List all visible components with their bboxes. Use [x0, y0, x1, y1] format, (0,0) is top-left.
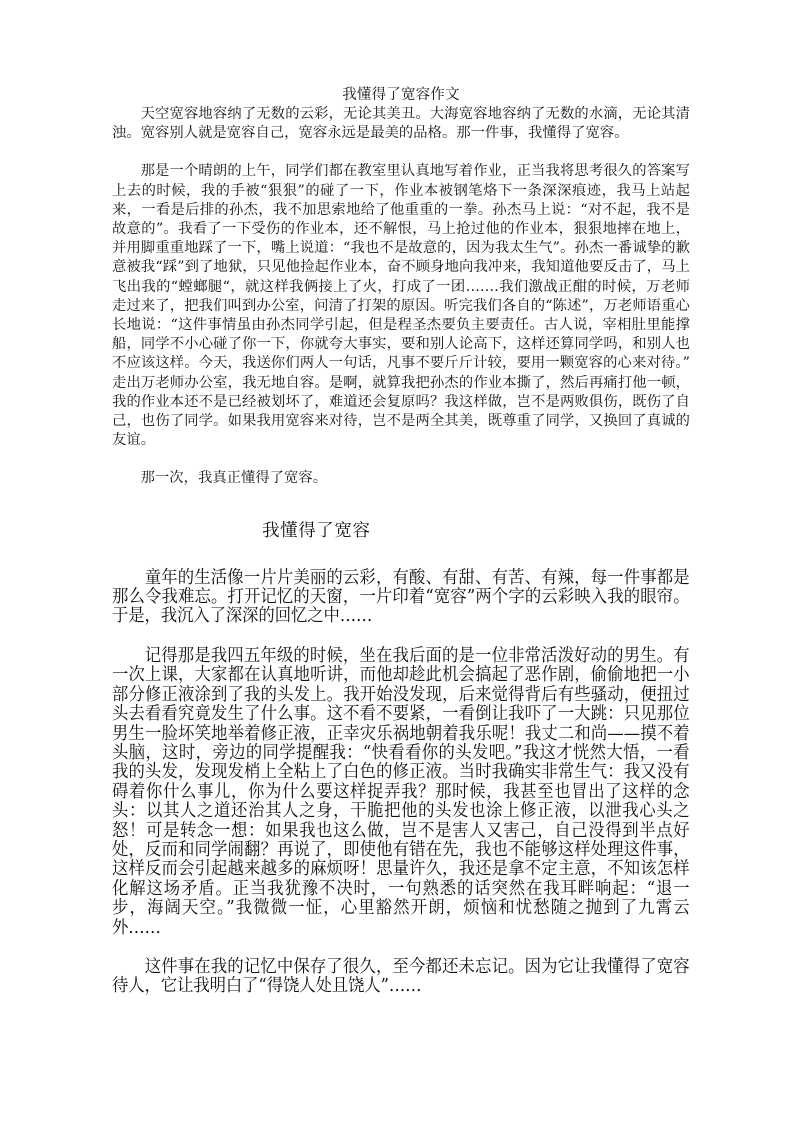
paragraph-spacer: [112, 450, 690, 469]
section-b-paragraph-2: 记得那是我四五年级的时候，坐在我后面的是一位非常活泼好动的男生。有一次上课，大家都在认真地听讲，而他却趁此机会搞起了恶作剧，偷偷地把一小部分修正液涂到了我的头发上。我开始没发现，后来觉得背后有些骚动，便扭过头去看看究竟发生了什么事。这不看不要紧，一看倒让我吓了一大跳：只见那位男生一脸坏笑地举着修正液，正幸灾乐祸地朝着我乐呢！我丈二和尚——摸不着头脑，这时，旁边的同学提醒我：“快看看你的头发吧。”我这才恍然大悟，一看我的头发，发现发梢上全粘上了白色的修正液。当时我确实非常生气：我又没有碍着你什么事儿，你为什么要这样捉弄我？那时候，我甚至也冒出了这样的念头：以其人之道还治其人之身，干脆把他的头发也涂上修正液，以泄我心头之怒！可是转念一想：如果我也这么做，岂不是害人又害己，自己没得到半点好处，反而和同学闹翻？再说了，即使他有错在先，我也不能够这样处理这件事，这样反而会引起越来越多的麻烦呀！思量许久，我还是拿不定主意，不知该怎样化解这场矛盾。正当我犹豫不决时，一句熟悉的话突然在我耳畔响起：“退一步，海阔天空。”我微微一怔，心里豁然开朗，烦恼和忧愁随之抛到了九霄云外……: [112, 645, 690, 938]
paragraph-spacer: [112, 143, 690, 162]
document-body: [112, 86, 690, 997]
section-a-paragraph-1: 天空宽容地容纳了无数的云彩，无论其美丑。大海宽容地容纳了无数的水滴，无论其清浊。宽容别人就是宽容自己，宽容永远是最美的品格。那一件事，我懂得了宽容。: [112, 106, 690, 142]
section-a-paragraph-3: 那一次，我真正懂得了宽容。: [140, 470, 328, 487]
section-spacer: [112, 489, 690, 519]
section-b-heading: 我懂得了宽容: [262, 520, 371, 541]
paragraph-spacer: [112, 938, 690, 958]
section-b-paragraph-3: 这件事在我的记忆中保存了很久，至今都还未忘记。因为它让我懂得了宽容待人，它让我明白了“得饶人处且饶人”……: [112, 956, 690, 997]
heading-spacer: [112, 543, 690, 569]
page-title: 我懂得了宽容作文: [342, 87, 460, 103]
section-b-paragraph-1: 童年的生活像一片片美丽的云彩，有酸、有甜、有苦、有辣，每一件事都是那么令我难忘。打开记忆的天窗，一片印着“宽容”两个字的云彩映入我的眼帘。于是，我沉入了深深的回忆之中……: [112, 567, 690, 627]
section-a-paragraph-2: 那是一个晴朗的上午，同学们都在教室里认真地写着作业，正当我将思考很久的答案写上去的时候，我的手被“狠狠”的碰了一下，作业本被钢笔烙下一条深深痕迹，我马上站起来，一看是后排的孙杰，我不加思索地给了他重重的一拳。孙杰马上说：“对不起，我不是故意的”。我看了一下受伤的作业本，还不解恨，马上抢过他的作业本，狠狠地摔在地上，并用脚重重地踩了一下，嘴上说道：“我也不是故意的，因为我太生气”。孙杰一番诚挚的歉意被我“踩”到了地狱，只见他捡起作业本，奋不顾身地向我冲来，我知道他要反击了，马上飞出我的“螳螂腿“，就这样我俩接上了火，打成了一团…….我们激战正酣的时候，万老师走过来了，把我们叫到办公室，问清了打架的原因。听完我们各自的“陈述”，万老师语重心长地说：“这件事情虽由孙杰同学引起，但是程圣杰要负主要责任。古人说，宰相肚里能撑船，同学不小心碰了你一下，你就夸大事实，要和别人论高下，这样还算同学吗，和别人也不应该这样。今天，我送你们两人一句话，凡事不要斤斤计较，要用一颗宽容的心来对待。”走出万老师办公室，我无地自容。是啊，就算我把孙杰的作业本撕了，然后再痛打他一顿，我的作业本还不是已经被划坏了，难道还会复原吗？我这样做，岂不是两败俱伤，既伤了自己，也伤了同学。如果我用宽容来对待，岂不是两全其美，既尊重了同学，又换回了真诚的友谊。: [112, 163, 690, 449]
paragraph-spacer: [112, 627, 690, 647]
